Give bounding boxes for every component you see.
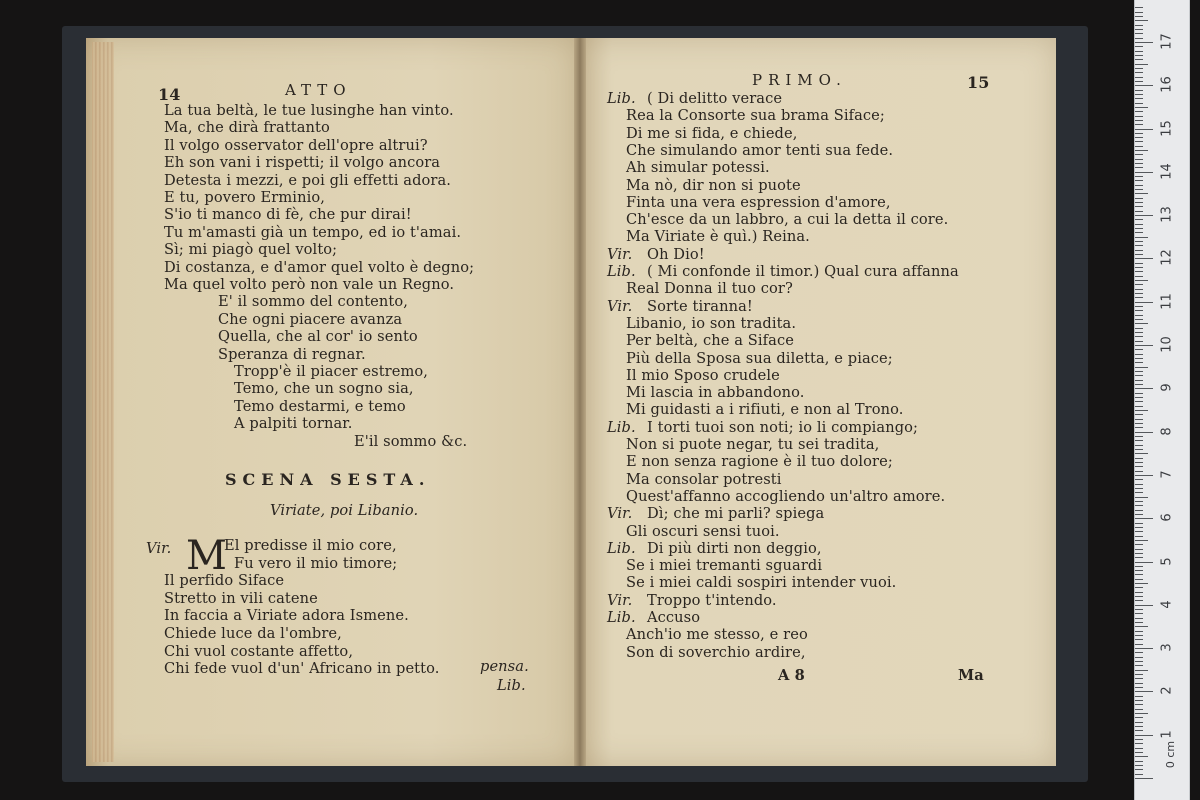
ruler-tick xyxy=(1135,267,1143,268)
ruler-tick xyxy=(1135,46,1143,47)
ruler-tick xyxy=(1135,7,1143,8)
ruler-tick xyxy=(1135,245,1143,246)
speaker-label: Vir. xyxy=(146,540,172,557)
ruler-tick xyxy=(1135,687,1143,688)
dialogue-line: Ch'esce da un labbro, a cui la detta il core. xyxy=(626,211,949,229)
verse-line: Ma, che dirà frattanto xyxy=(164,119,330,137)
ruler-tick xyxy=(1135,94,1143,95)
speaker-label: Vir. xyxy=(607,591,633,609)
ruler-tick xyxy=(1135,540,1148,541)
verse-line: Detesta i mezzi, e poi gli effetti adora. xyxy=(164,171,452,189)
ruler-tick xyxy=(1135,77,1143,78)
dialogue-line: Rea la Consorte sua brama Siface; xyxy=(626,107,885,125)
dialogue-line: Più della Sposa sua diletta, e piace; xyxy=(626,349,893,367)
speaker-label: Lib. xyxy=(607,90,636,107)
ruler-tick xyxy=(1135,453,1148,454)
verse-line: Di costanza, e d'amor quel volto è degno; xyxy=(164,258,475,276)
ruler-tick xyxy=(1135,332,1143,333)
ruler-tick xyxy=(1135,219,1143,220)
ruler-tick xyxy=(1135,414,1143,415)
ruler-tick xyxy=(1135,566,1143,567)
verse-line: E tu, povero Erminio, xyxy=(164,189,325,206)
dialogue-line: ( Di delitto verace xyxy=(647,90,783,107)
ruler-tick xyxy=(1135,518,1153,519)
speaker-label: Vir. xyxy=(607,245,633,263)
ruler-tick xyxy=(1135,371,1143,372)
speaker-label: Vir. xyxy=(607,505,633,523)
ruler-tick xyxy=(1135,193,1148,194)
ruler-tick xyxy=(1135,678,1143,679)
dialogue-line: Se i miei tremanti sguardi xyxy=(626,557,823,575)
ruler-tick xyxy=(1135,618,1143,619)
ruler-tick xyxy=(1135,423,1143,424)
speaker-label: Lib. xyxy=(607,539,636,557)
ruler-tick xyxy=(1135,280,1148,281)
ruler-tick xyxy=(1135,670,1148,671)
ruler-tick xyxy=(1135,141,1143,142)
measuring-ruler xyxy=(1134,0,1190,800)
ruler-tick xyxy=(1135,341,1143,342)
dialogue-line: Mi guidasti a i rifiuti, e non al Trono. xyxy=(626,401,904,419)
ruler-tick xyxy=(1135,497,1148,498)
dialogue-line: Chiede luce da l'ombre, xyxy=(164,625,342,642)
verse-line: Temo destarmi, e temo xyxy=(234,397,406,415)
ruler-tick xyxy=(1135,622,1143,623)
ruler-tick xyxy=(1135,241,1143,242)
ruler-tick xyxy=(1135,276,1143,277)
page-edges xyxy=(92,42,114,762)
ruler-tick xyxy=(1135,652,1143,653)
ruler-tick xyxy=(1135,68,1143,69)
ruler-tick xyxy=(1135,111,1143,112)
ruler-tick xyxy=(1135,150,1148,151)
ruler-tick xyxy=(1135,674,1143,675)
ruler-tick xyxy=(1135,33,1143,34)
ruler-tick xyxy=(1135,228,1143,229)
ruler-tick xyxy=(1135,778,1153,779)
ruler-tick xyxy=(1135,315,1143,316)
ruler-number: 8 xyxy=(1159,426,1175,436)
ruler-tick xyxy=(1135,64,1148,65)
ruler-tick xyxy=(1135,553,1143,554)
ruler-number: 3 xyxy=(1159,643,1175,652)
ruler-tick xyxy=(1135,284,1143,285)
ruler-tick xyxy=(1135,510,1143,511)
ruler-tick xyxy=(1135,717,1143,718)
dialogue-line: Se i miei caldi sospiri intender vuoi. xyxy=(626,574,897,592)
dialogue-line: Chi fede vuol d'un' Africano in petto. xyxy=(164,660,440,678)
right-page-number: 15 xyxy=(967,73,990,92)
verse-line: Che ogni piacere avanza xyxy=(218,310,403,328)
ruler-tick xyxy=(1135,743,1143,744)
ruler-number: 5 xyxy=(1159,556,1175,566)
ruler-tick xyxy=(1135,445,1143,446)
ruler-tick xyxy=(1135,42,1153,43)
ruler-tick xyxy=(1135,774,1143,775)
ruler-tick xyxy=(1135,51,1143,52)
dialogue-line: Son di soverchio ardire, xyxy=(626,643,806,661)
left-catchword: Lib. xyxy=(497,677,526,694)
ruler-tick xyxy=(1135,432,1153,433)
ruler-tick xyxy=(1135,536,1143,537)
ruler-tick xyxy=(1135,103,1143,104)
verse-line: Il volgo osservator dell'opre altrui? xyxy=(164,136,428,154)
speaker-label: Vir. xyxy=(607,297,633,315)
ruler-number: 7 xyxy=(1159,470,1175,479)
ruler-number: 12 xyxy=(1159,249,1175,267)
ruler-number: 13 xyxy=(1159,206,1175,223)
ruler-tick xyxy=(1135,583,1148,584)
ruler-number: 14 xyxy=(1159,163,1175,180)
ruler-tick xyxy=(1135,600,1143,601)
ruler-tick xyxy=(1135,20,1148,21)
ruler-tick xyxy=(1135,635,1143,636)
dialogue-line: Il perfido Siface xyxy=(164,572,285,590)
ruler-tick xyxy=(1135,704,1143,705)
ruler-tick xyxy=(1135,393,1143,394)
ruler-tick xyxy=(1135,129,1153,130)
ruler-tick xyxy=(1135,462,1143,463)
ruler-tick xyxy=(1135,59,1143,60)
ruler-tick xyxy=(1135,258,1153,259)
ruler-tick xyxy=(1135,419,1143,420)
ruler-tick xyxy=(1135,549,1143,550)
ruler-tick xyxy=(1135,137,1143,138)
ruler-number: 6 xyxy=(1159,513,1175,522)
dialogue-line: Dì; che mi parli? spiega xyxy=(647,505,825,523)
ruler-tick xyxy=(1135,354,1143,355)
dialogue-line: Il mio Sposo crudele xyxy=(626,366,780,384)
ruler-tick xyxy=(1135,302,1153,303)
ruler-tick xyxy=(1135,120,1143,121)
ruler-tick xyxy=(1135,527,1143,528)
ruler-number: 17 xyxy=(1159,33,1175,50)
ruler-tick xyxy=(1135,189,1143,190)
left-running-head: ATTO xyxy=(285,81,352,99)
dialogue-line: El predisse il mio core, xyxy=(224,537,397,554)
dialogue-line: Oh Dio! xyxy=(647,245,705,263)
verse-line: A palpiti tornar. xyxy=(234,415,353,433)
verse-line: Quella, che al cor' io sento xyxy=(218,328,418,346)
ruler-tick xyxy=(1135,349,1143,350)
dialogue-line: Quest'affanno accogliendo un'altro amore. xyxy=(626,487,946,505)
ruler-tick xyxy=(1135,293,1143,294)
ruler-tick xyxy=(1135,263,1143,264)
verse-line: Ma quel volto però non vale un Regno. xyxy=(164,276,455,293)
ruler-tick xyxy=(1135,323,1148,324)
book-gutter xyxy=(574,38,586,766)
right-catchword: Ma xyxy=(958,667,984,684)
left-page-number: 14 xyxy=(158,85,181,104)
ruler-tick xyxy=(1135,579,1143,580)
ruler-tick xyxy=(1135,449,1143,450)
ruler-tick xyxy=(1135,631,1143,632)
ruler-tick xyxy=(1135,544,1143,545)
ruler-tick xyxy=(1135,761,1143,762)
ruler-tick xyxy=(1135,367,1148,368)
ruler-tick xyxy=(1135,557,1143,558)
ruler-tick xyxy=(1135,362,1143,363)
ruler-tick xyxy=(1135,401,1143,402)
ruler-tick xyxy=(1135,180,1143,181)
ruler-tick xyxy=(1135,72,1143,73)
speaker-label: Lib. xyxy=(607,418,636,436)
ruler-tick xyxy=(1135,163,1143,164)
ruler-tick xyxy=(1135,336,1143,337)
ruler-tick xyxy=(1135,592,1143,593)
ruler-tick xyxy=(1135,232,1143,233)
ruler-tick xyxy=(1135,12,1143,13)
ruler-tick xyxy=(1135,358,1143,359)
dialogue-line: Stretto in vili catene xyxy=(164,589,318,607)
ruler-tick xyxy=(1135,397,1143,398)
ruler-tick xyxy=(1135,709,1143,710)
ruler-tick xyxy=(1135,116,1143,117)
ruler-tick xyxy=(1135,596,1143,597)
dialogue-line: Ah simular potessi. xyxy=(626,159,770,177)
ruler-tick xyxy=(1135,38,1143,39)
ruler-tick xyxy=(1135,570,1143,571)
ruler-tick xyxy=(1135,644,1143,645)
ruler-number: 15 xyxy=(1159,119,1175,137)
ruler-tick xyxy=(1135,154,1143,155)
ruler-tick xyxy=(1135,250,1143,251)
dialogue-line: Gli oscuri sensi tuoi. xyxy=(626,522,780,540)
ruler-tick xyxy=(1135,176,1143,177)
drop-cap: M xyxy=(186,533,227,579)
dialogue-line: Sorte tiranna! xyxy=(647,297,753,315)
ruler-tick xyxy=(1135,665,1143,666)
ruler-tick xyxy=(1135,98,1143,99)
ruler-tick xyxy=(1135,691,1153,692)
ruler-number: 2 xyxy=(1159,686,1175,696)
ruler-number: 9 xyxy=(1159,383,1175,392)
ruler-tick xyxy=(1135,696,1143,697)
ruler-tick xyxy=(1135,198,1143,199)
dialogue-line: Anch'io me stesso, e reo xyxy=(626,626,808,644)
ruler-tick xyxy=(1135,739,1143,740)
ruler-tick xyxy=(1135,85,1153,86)
dialogue-line: Che simulando amor tenti sua fede. xyxy=(626,141,894,159)
ruler-tick xyxy=(1135,289,1143,290)
ruler-tick xyxy=(1135,16,1143,17)
ruler-tick xyxy=(1135,310,1143,311)
ruler-tick xyxy=(1135,81,1143,82)
ruler-tick xyxy=(1135,488,1143,489)
verse-line: Sì; mi piagò quel volto; xyxy=(164,241,338,259)
verse-line: Tropp'è il piacer estremo, xyxy=(234,363,429,380)
verse-line: La tua beltà, le tue lusinghe han vinto. xyxy=(164,102,454,119)
ruler-tick xyxy=(1135,375,1143,376)
ruler-tick xyxy=(1135,639,1143,640)
verse-line: Tu m'amasti già un tempo, ed io t'amai. xyxy=(164,223,462,241)
dialogue-line: Di più dirti non deggio, xyxy=(647,539,822,557)
ruler-tick xyxy=(1135,427,1143,428)
ruler-tick xyxy=(1135,523,1143,524)
ruler-tick xyxy=(1135,471,1143,472)
stage-note: pensa. xyxy=(480,658,529,675)
ruler-tick xyxy=(1135,613,1143,614)
ruler-tick xyxy=(1135,388,1153,389)
ruler-tick xyxy=(1135,683,1143,684)
dialogue-line: Finta una vera espression d'amore, xyxy=(626,193,891,211)
dialogue-line: Per beltà, che a Siface xyxy=(626,332,794,350)
ruler-tick xyxy=(1135,159,1143,160)
dialogue-line: ( Mi confonde il timor.) Qual cura affanna xyxy=(647,263,959,280)
ruler-tick xyxy=(1135,319,1143,320)
ruler-tick xyxy=(1135,587,1143,588)
scene-subtitle: Viriate, poi Libanio. xyxy=(270,502,419,519)
ruler-number: 11 xyxy=(1159,292,1175,310)
ruler-tick xyxy=(1135,406,1143,407)
ruler-tick xyxy=(1135,484,1143,485)
ruler-tick xyxy=(1135,167,1143,168)
signature-mark: A 8 xyxy=(778,667,805,684)
ruler-number: 10 xyxy=(1159,336,1175,353)
ruler-tick xyxy=(1135,492,1143,493)
ruler-tick xyxy=(1135,107,1148,108)
ruler-tick xyxy=(1135,735,1153,736)
ruler-tick xyxy=(1135,124,1143,125)
ruler-tick xyxy=(1135,648,1153,649)
ruler-tick xyxy=(1135,146,1143,147)
ruler-tick xyxy=(1135,748,1143,749)
ruler-tick xyxy=(1135,609,1143,610)
ruler-tick xyxy=(1135,172,1153,173)
ruler-tick xyxy=(1135,237,1148,238)
verse-line: E'il sommo &c. xyxy=(354,432,468,450)
dialogue-line: Ma Viriate è quì.) Reina. xyxy=(626,228,810,246)
ruler-tick xyxy=(1135,436,1143,437)
ruler-tick xyxy=(1135,726,1143,727)
verse-line: Speranza di regnar. xyxy=(218,345,366,363)
ruler-tick xyxy=(1135,206,1143,207)
dialogue-line: Accuso xyxy=(647,609,701,626)
ruler-tick xyxy=(1135,626,1148,627)
ruler-tick xyxy=(1135,700,1143,701)
ruler-tick xyxy=(1135,215,1153,216)
ruler-tick xyxy=(1135,657,1143,658)
ruler-number: 4 xyxy=(1159,600,1175,609)
ruler-tick xyxy=(1135,479,1143,480)
ruler-tick xyxy=(1135,380,1143,381)
ruler-tick xyxy=(1135,297,1143,298)
ruler-tick xyxy=(1135,25,1143,26)
dialogue-line: Di me si fida, e chiede, xyxy=(626,124,798,142)
dialogue-line: In faccia a Viriate adora Ismene. xyxy=(164,607,409,625)
ruler-tick xyxy=(1135,90,1143,91)
ruler-tick xyxy=(1135,254,1143,255)
ruler-tick xyxy=(1135,55,1143,56)
ruler-tick xyxy=(1135,306,1143,307)
ruler-tick xyxy=(1135,440,1143,441)
right-running-head: PRIMO. xyxy=(752,71,847,89)
dialogue-line: Troppo t'intendo. xyxy=(647,591,777,609)
ruler-tick xyxy=(1135,661,1143,662)
ruler-tick xyxy=(1135,501,1143,502)
ruler-unit: 0 cm xyxy=(1164,740,1178,769)
ruler-tick xyxy=(1135,765,1143,766)
dialogue-line: Real Donna il tuo cor? xyxy=(626,280,793,298)
ruler-number: 16 xyxy=(1159,76,1175,93)
ruler-tick xyxy=(1135,345,1153,346)
dialogue-line: Ma consolar potresti xyxy=(626,470,782,488)
ruler-tick xyxy=(1135,713,1148,714)
dialogue-line: Ma nò, dir non si puote xyxy=(626,176,801,194)
ruler-number: 1 xyxy=(1159,730,1175,739)
verse-line: Temo, che un sogno sia, xyxy=(234,380,414,398)
ruler-tick xyxy=(1135,769,1143,770)
ruler-tick xyxy=(1135,211,1143,212)
verse-line: E' il sommo del contento, xyxy=(218,293,408,311)
ruler-tick xyxy=(1135,384,1143,385)
ruler-tick xyxy=(1135,505,1143,506)
dialogue-line: Chi vuol costante affetto, xyxy=(164,642,354,660)
dialogue-line: Mi lascia in abbandono. xyxy=(626,384,805,402)
dialogue-line: Fu vero il mio timore; xyxy=(234,554,398,572)
dialogue-line: Libanio, io son tradita. xyxy=(626,314,797,332)
ruler-tick xyxy=(1135,466,1143,467)
ruler-tick xyxy=(1135,605,1153,606)
ruler-tick xyxy=(1135,410,1148,411)
ruler-tick xyxy=(1135,202,1143,203)
ruler-tick xyxy=(1135,752,1143,753)
verse-line: S'io ti manco di fè, che pur dirai! xyxy=(164,206,412,224)
ruler-tick xyxy=(1135,531,1143,532)
ruler-tick xyxy=(1135,756,1148,757)
ruler-tick xyxy=(1135,133,1143,134)
ruler-tick xyxy=(1135,475,1153,476)
verse-line: Eh son vani i rispetti; il volgo ancora xyxy=(164,154,441,172)
ruler-tick xyxy=(1135,271,1143,272)
dialogue-line: Non si puote negar, tu sei tradita, xyxy=(626,436,880,453)
dialogue-line: I torti tuoi son noti; io li compiango; xyxy=(647,418,919,436)
dialogue-line: E non senza ragione è il tuo dolore; xyxy=(626,453,893,471)
ruler-tick xyxy=(1135,514,1143,515)
ruler-tick xyxy=(1135,574,1143,575)
ruler-tick xyxy=(1135,458,1143,459)
ruler-tick xyxy=(1135,328,1143,329)
ruler-tick xyxy=(1135,722,1143,723)
ruler-tick xyxy=(1135,730,1143,731)
ruler-tick xyxy=(1135,562,1153,563)
ruler-tick xyxy=(1135,29,1143,30)
speaker-label: Lib. xyxy=(607,609,636,626)
ruler-tick xyxy=(1135,185,1143,186)
ruler-tick xyxy=(1135,224,1143,225)
scene-title: SCENA SESTA. xyxy=(225,470,431,489)
speaker-label: Lib. xyxy=(607,263,636,280)
